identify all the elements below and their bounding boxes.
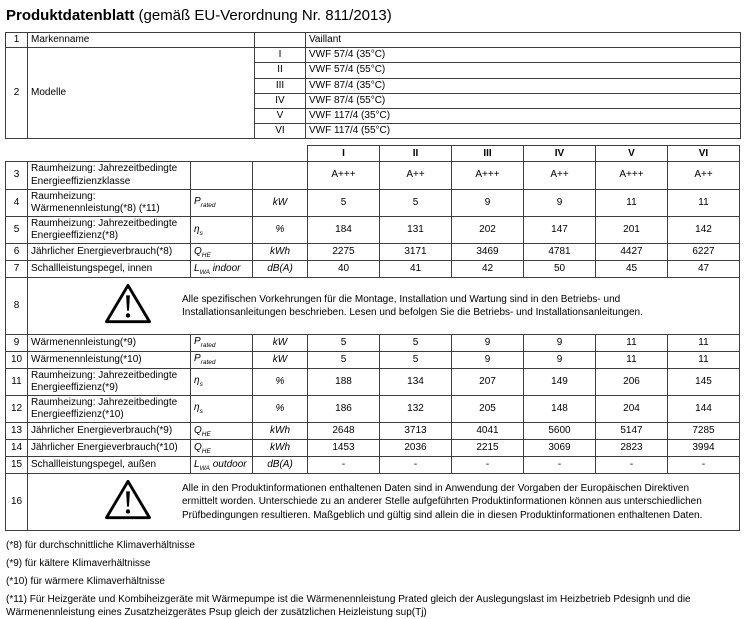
value-cell: 2036 xyxy=(380,440,452,457)
row-label-cell: Schallleistungspegel, innen xyxy=(28,261,191,278)
unit-cell: kWh xyxy=(253,244,308,261)
table-row xyxy=(6,33,741,48)
product-data-table xyxy=(5,145,740,530)
footnotes xyxy=(6,539,740,619)
unit-cell: kW xyxy=(253,334,308,351)
value-cell: - xyxy=(452,457,524,474)
value-cell: 11 xyxy=(596,351,668,368)
notice-content xyxy=(36,282,731,329)
value-cell: 45 xyxy=(596,261,668,278)
row-label-cell: Modelle xyxy=(28,48,255,139)
symbol-subscript: rated xyxy=(200,358,216,366)
column-header-cell: II xyxy=(380,146,452,162)
value-cell: 3994 xyxy=(668,440,740,457)
header-spacer-cell xyxy=(253,146,308,162)
value-cell: 207 xyxy=(452,368,524,395)
symbol-subscript: s xyxy=(199,229,203,237)
value-cell: 201 xyxy=(596,217,668,244)
symbol-cell xyxy=(191,244,253,261)
model-value-cell: VWF 57/4 (55°C) xyxy=(306,63,741,78)
table-row xyxy=(6,334,740,351)
value-cell: 6227 xyxy=(668,244,740,261)
row-label-cell: Jährlicher Energieverbrauch(*10) xyxy=(28,440,191,457)
symbol-base: P xyxy=(194,335,201,347)
row-label-cell: Raumheizung: Jahrezeitbedingte Energieeffizienz(*9) xyxy=(28,368,191,395)
value-cell: 9 xyxy=(452,189,524,216)
value-cell: 4781 xyxy=(524,244,596,261)
value-cell: 5 xyxy=(380,351,452,368)
page-title xyxy=(6,7,740,24)
table-row xyxy=(6,217,740,244)
row-label-cell: Raumheizung: Jahrezeitbedingte Energieeffizienzklasse xyxy=(28,162,191,189)
product-data-table-body xyxy=(6,146,740,530)
model-index-cell: IV xyxy=(255,93,306,108)
symbol-cell xyxy=(191,457,253,474)
row-number-cell: 10 xyxy=(6,351,28,368)
symbol-base: Q xyxy=(194,245,202,257)
column-header-cell: VI xyxy=(668,146,740,162)
value-cell: 4427 xyxy=(596,244,668,261)
value-cell: 188 xyxy=(308,368,380,395)
value-cell: 186 xyxy=(308,396,380,423)
unit-cell: dB(A) xyxy=(253,261,308,278)
value-cell: 2648 xyxy=(308,423,380,440)
value-cell: 5 xyxy=(380,334,452,351)
value-cell: 4041 xyxy=(452,423,524,440)
value-cell: 131 xyxy=(380,217,452,244)
footnote-line: (*10) für wärmere Klimaverhältnisse xyxy=(6,575,165,587)
symbol-cell xyxy=(191,396,253,423)
model-value-cell: Vaillant xyxy=(306,33,741,48)
symbol-base: η xyxy=(194,375,200,387)
warning-triangle-icon xyxy=(104,282,152,329)
column-header-cell: III xyxy=(452,146,524,162)
value-cell: 3171 xyxy=(380,244,452,261)
value-cell: 11 xyxy=(668,351,740,368)
model-index-cell: V xyxy=(255,108,306,123)
value-cell: 9 xyxy=(452,334,524,351)
symbol-base: L xyxy=(194,458,200,470)
value-cell: A++ xyxy=(380,162,452,189)
value-cell: 50 xyxy=(524,261,596,278)
row-label-cell: Markenname xyxy=(28,33,255,48)
header-spacer-cell xyxy=(191,146,253,162)
unit-cell: kW xyxy=(253,351,308,368)
symbol-suffix: outdoor xyxy=(209,458,247,470)
table-row xyxy=(6,48,741,63)
symbol-base: P xyxy=(194,196,201,208)
notice-text: Alle in den Produktinformationen enthaltenen Daten sind in Anwendung der Vorgaben der Europäischen Direktiven ermittelt worden. Unterschiede zu an anderer Stelle aufgeführten Produktinformationen können aus unterschiedlichen Prüfbedingungen resultieren. Maßgeblich und gültig sind allein die in diesen Produktinformationen enthaltenen Daten. xyxy=(182,482,703,521)
row-number-cell: 16 xyxy=(6,474,28,530)
value-cell: 1453 xyxy=(308,440,380,457)
model-value-cell: VWF 87/4 (35°C) xyxy=(306,78,741,93)
value-cell: 147 xyxy=(524,217,596,244)
value-cell: 42 xyxy=(452,261,524,278)
table-row xyxy=(6,261,740,278)
symbol-cell xyxy=(191,423,253,440)
model-index-cell: III xyxy=(255,78,306,93)
model-index-cell: II xyxy=(255,63,306,78)
value-cell: 11 xyxy=(668,334,740,351)
value-cell: 145 xyxy=(668,368,740,395)
row-number-cell: 9 xyxy=(6,334,28,351)
row-label-cell: Wärmenennleistung(*10) xyxy=(28,351,191,368)
value-cell: 205 xyxy=(452,396,524,423)
value-cell: 47 xyxy=(668,261,740,278)
model-value-cell: VWF 117/4 (55°C) xyxy=(306,124,741,139)
row-number-cell: 11 xyxy=(6,368,28,395)
page-title-main: Produktdatenblatt xyxy=(6,7,135,24)
table-row xyxy=(6,474,740,530)
brand-models-table-body xyxy=(6,33,741,139)
value-cell: 9 xyxy=(524,189,596,216)
row-label-cell: Raumheizung: Wärmenennleistung(*8) (*11) xyxy=(28,189,191,216)
unit-cell: % xyxy=(253,217,308,244)
unit-cell: % xyxy=(253,396,308,423)
symbol-subscript: HE xyxy=(201,430,211,438)
model-value-cell: VWF 57/4 (35°C) xyxy=(306,48,741,63)
symbol-suffix: indoor xyxy=(209,262,241,274)
header-spacer-cell xyxy=(28,146,191,162)
table-row xyxy=(6,189,740,216)
row-number-cell: 14 xyxy=(6,440,28,457)
value-cell: 9 xyxy=(452,351,524,368)
notice-content xyxy=(36,478,731,525)
value-cell: 2215 xyxy=(452,440,524,457)
model-index-cell xyxy=(255,33,306,48)
row-number-cell: 1 xyxy=(6,33,28,48)
unit-cell: dB(A) xyxy=(253,457,308,474)
value-cell: 5600 xyxy=(524,423,596,440)
page-title-suffix: (gemäß EU-Verordnung Nr. 811/2013) xyxy=(134,7,392,24)
symbol-base: Q xyxy=(194,441,202,453)
value-cell: 9 xyxy=(524,334,596,351)
value-cell: 7285 xyxy=(668,423,740,440)
value-cell: 11 xyxy=(596,189,668,216)
notice-cell xyxy=(28,474,740,530)
model-index-cell: I xyxy=(255,48,306,63)
symbol-subscript: WA xyxy=(199,268,210,276)
value-cell: 142 xyxy=(668,217,740,244)
footnote-line: (*9) für kältere Klimaverhältnisse xyxy=(6,557,151,569)
unit-cell: kWh xyxy=(253,423,308,440)
value-cell: 3069 xyxy=(524,440,596,457)
warning-triangle-icon xyxy=(104,478,152,525)
symbol-cell xyxy=(191,368,253,395)
symbol-base: η xyxy=(194,402,200,414)
column-header-row xyxy=(6,146,740,162)
brand-models-table xyxy=(5,32,741,139)
value-cell: A++ xyxy=(668,162,740,189)
unit-cell xyxy=(253,162,308,189)
unit-cell: kW xyxy=(253,189,308,216)
value-cell: 2275 xyxy=(308,244,380,261)
symbol-cell xyxy=(191,217,253,244)
value-cell: 5 xyxy=(308,351,380,368)
value-cell: 9 xyxy=(524,351,596,368)
value-cell: - xyxy=(596,457,668,474)
unit-cell: kWh xyxy=(253,440,308,457)
value-cell: 3713 xyxy=(380,423,452,440)
row-label-cell: Raumheizung: Jahrezeitbedingte Energieeffizienz(*8) xyxy=(28,217,191,244)
symbol-cell xyxy=(191,334,253,351)
table-row xyxy=(6,423,740,440)
symbol-subscript: HE xyxy=(201,251,211,259)
row-label-cell: Jährlicher Energieverbrauch(*9) xyxy=(28,423,191,440)
symbol-base: Q xyxy=(194,424,202,436)
symbol-base: P xyxy=(194,352,201,364)
table-row xyxy=(6,162,740,189)
row-number-cell: 7 xyxy=(6,261,28,278)
value-cell: 148 xyxy=(524,396,596,423)
row-number-cell: 5 xyxy=(6,217,28,244)
value-cell: 5147 xyxy=(596,423,668,440)
value-cell: 132 xyxy=(380,396,452,423)
value-cell: 2823 xyxy=(596,440,668,457)
value-cell: - xyxy=(668,457,740,474)
table-row xyxy=(6,244,740,261)
symbol-subscript: s xyxy=(199,408,203,416)
row-number-cell: 6 xyxy=(6,244,28,261)
row-label-cell: Schallleistungspegel, außen xyxy=(28,457,191,474)
header-spacer-cell xyxy=(6,146,28,162)
symbol-subscript: HE xyxy=(201,447,211,455)
row-number-cell: 15 xyxy=(6,457,28,474)
symbol-cell xyxy=(191,440,253,457)
value-cell: 5 xyxy=(308,334,380,351)
row-number-cell: 3 xyxy=(6,162,28,189)
table-row xyxy=(6,396,740,423)
value-cell: A++ xyxy=(524,162,596,189)
column-header-cell: I xyxy=(308,146,380,162)
value-cell: 5 xyxy=(308,189,380,216)
footnote-line: (*8) für durchschnittliche Klimaverhältnisse xyxy=(6,539,195,551)
value-cell: A+++ xyxy=(452,162,524,189)
symbol-base: η xyxy=(194,223,200,235)
notice-text: Alle spezifischen Vorkehrungen für die Montage, Installation und Wartung sind in den Betriebs- und Installationsanleitungen beschrieben. Lesen und befolgen Sie die Betriebs- und Installationsanleitungen. xyxy=(182,293,643,319)
row-number-cell: 2 xyxy=(6,48,28,139)
symbol-subscript: rated xyxy=(200,202,216,210)
value-cell: - xyxy=(380,457,452,474)
value-cell: A+++ xyxy=(308,162,380,189)
symbol-cell xyxy=(191,189,253,216)
value-cell: - xyxy=(524,457,596,474)
footnote-line: (*11) Für Heizgeräte und Kombiheizgeräte mit Wärmepumpe ist die Wärmenennleistung Prated gleich der Auslegungslast im Heizbetrieb Pdesignh und die Wärmenennleistung eines Zusatzheizgerätes Psup gleich der zusätzlichen Heizleistung sup(Tj) xyxy=(6,593,691,618)
value-cell: 3469 xyxy=(452,244,524,261)
table-row xyxy=(6,368,740,395)
row-number-cell: 12 xyxy=(6,396,28,423)
value-cell: 11 xyxy=(668,189,740,216)
symbol-subscript: s xyxy=(199,381,203,389)
column-header-cell: IV xyxy=(524,146,596,162)
value-cell: 144 xyxy=(668,396,740,423)
symbol-cell xyxy=(191,162,253,189)
value-cell: A+++ xyxy=(596,162,668,189)
row-number-cell: 13 xyxy=(6,423,28,440)
value-cell: 202 xyxy=(452,217,524,244)
notice-cell xyxy=(28,278,740,334)
symbol-cell xyxy=(191,261,253,278)
symbol-cell xyxy=(191,351,253,368)
value-cell: 5 xyxy=(380,189,452,216)
table-row xyxy=(6,457,740,474)
row-number-cell: 4 xyxy=(6,189,28,216)
model-value-cell: VWF 117/4 (35°C) xyxy=(306,108,741,123)
symbol-base: L xyxy=(194,262,200,274)
table-row xyxy=(6,440,740,457)
table-row xyxy=(6,278,740,334)
value-cell: 41 xyxy=(380,261,452,278)
value-cell: 40 xyxy=(308,261,380,278)
table-row xyxy=(6,351,740,368)
model-value-cell: VWF 87/4 (55°C) xyxy=(306,93,741,108)
value-cell: 134 xyxy=(380,368,452,395)
model-index-cell: VI xyxy=(255,124,306,139)
value-cell: 149 xyxy=(524,368,596,395)
symbol-subscript: rated xyxy=(200,341,216,349)
value-cell: 204 xyxy=(596,396,668,423)
value-cell: - xyxy=(308,457,380,474)
symbol-subscript: WA xyxy=(199,464,210,472)
value-cell: 206 xyxy=(596,368,668,395)
row-label-cell: Jährlicher Energieverbrauch(*8) xyxy=(28,244,191,261)
column-header-cell: V xyxy=(596,146,668,162)
unit-cell: % xyxy=(253,368,308,395)
value-cell: 11 xyxy=(596,334,668,351)
row-label-cell: Wärmenennleistung(*9) xyxy=(28,334,191,351)
row-number-cell: 8 xyxy=(6,278,28,334)
row-label-cell: Raumheizung: Jahrezeitbedingte Energieeffizienz(*10) xyxy=(28,396,191,423)
value-cell: 184 xyxy=(308,217,380,244)
